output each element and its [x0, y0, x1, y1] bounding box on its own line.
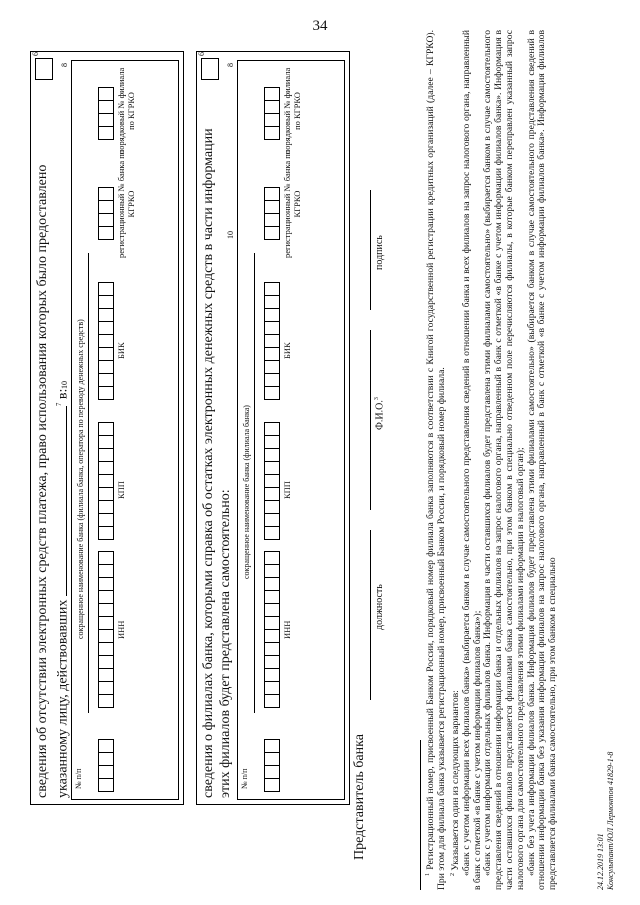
reg-label: регистрационный № банка по КГРКО — [282, 149, 302, 259]
signature-caption: подпись — [374, 235, 385, 270]
kpp-cells[interactable] — [264, 422, 280, 539]
position-caption: должность — [374, 584, 385, 630]
inn-label: ИНН — [116, 620, 126, 639]
ord-cells[interactable] — [98, 87, 114, 139]
stamp-date: 24.12.2019 13:01 — [596, 833, 605, 890]
section-heading: сведения о филиалах банка, которыми справка об остатках электронных денежных средств в части информации этих филиалов будет представлена самостоятельно: — [201, 128, 233, 798]
num-cells[interactable] — [264, 739, 280, 791]
code-number: 6 — [31, 52, 40, 56]
fio-caption: Ф.И.О.$^3$ — [374, 397, 386, 430]
section-heading: сведения об отсутствии электронных средств платежа, право использования которых было предоставлено указанному лицу, действовавших $^7$ в: — [35, 164, 71, 798]
footnotes — [420, 30, 559, 890]
kpp-cells[interactable] — [98, 422, 114, 539]
name-underline — [254, 253, 255, 713]
inn-label: ИНН — [282, 620, 292, 639]
document-stamp — [596, 690, 616, 890]
n8-label: 8 — [60, 63, 69, 67]
signature-title: Представитель банка — [352, 734, 367, 860]
section-branches — [196, 45, 350, 805]
reg-cells[interactable] — [98, 187, 114, 239]
col-num-label: № п/п — [240, 768, 249, 789]
fio-line[interactable] — [370, 330, 371, 510]
ord-label: порядковый № филиала по КГРКО — [116, 67, 136, 155]
n10-label: 10 — [226, 231, 235, 239]
stamp-doc: Консультант/ЮЛ Лермонтов 41829-1-8 — [606, 751, 615, 890]
branch-table — [226, 60, 345, 800]
section-frame — [196, 51, 350, 805]
inn-cells[interactable] — [264, 551, 280, 707]
ord-cells[interactable] — [264, 87, 280, 139]
bik-label: БИК — [116, 342, 126, 359]
name-underline — [88, 253, 89, 713]
bik-cells[interactable] — [98, 282, 114, 399]
kpp-label: КПП — [282, 481, 292, 499]
inn-cells[interactable] — [98, 551, 114, 707]
bik-label: БИК — [282, 342, 292, 359]
bik-cells[interactable] — [264, 282, 280, 399]
position-line[interactable] — [370, 530, 371, 700]
reg-cells[interactable] — [264, 187, 280, 239]
code-checkbox[interactable] — [35, 58, 53, 80]
code-number: 6 — [197, 52, 206, 56]
footnote-2-option-a: «банк с учетом информации всех филиалов банка» (выбирается банком в случае самостоятельного представления сведений в отношении банка и всех филиалов на запрос налогового органа, направленный в банк с отметкой «в банке с учетом информации филиалов банка»); — [460, 30, 483, 890]
signature-line[interactable] — [370, 190, 371, 310]
footnote-rule — [420, 740, 421, 890]
code-checkbox[interactable] — [201, 58, 219, 80]
col-name-label: сокращенное наименование банка (филиала банка, оператора по переводу денежных средств) — [76, 319, 85, 639]
footnote-1: $^1$ Регистрационный номер, присвоенный Банком России, порядковый номер филиала банка заполняются в соответствии с Книгой государственной регистрации кредитных организаций (далее – КГРКО). При этом для филиала банка указывается регистрационный номер, присвоенный Банком России, и порядковый номер филиала. — [425, 30, 447, 890]
col-num-label: № п/п — [74, 768, 83, 789]
footnote-2-option-c: «банк без учета информации филиалов банка. Информация филиалов будет представлена этими филиалами самостоятельно» (выбирается банком в случае самостоятельного представления сведений в отношении информации банка без указания информации филиалов на запрос налогового органа, направленный в банк с отметкой «в банке с учетом информации филиалов банка». Информация филиалов представляется филиалами банка самостоятельно, при этом банком в специально — [525, 30, 559, 890]
page-number: 34 — [312, 18, 328, 34]
section-electronic-payment-means — [30, 45, 184, 805]
n10-label: 10 — [60, 381, 69, 389]
n8-label: 8 — [226, 63, 235, 67]
footnote-2-option-b: «банк с учетом информации отдельных филиалов банка. Информация в части оставшихся филиалов будет представлена этими филиалами самостоятельно» (выбирается банком в случае самостоятельного представления сведений в отношении информации банка и отдельных филиалов на запрос налогового органа, направленный в банк с отметкой «в банке с учетом информации филиалов банка». Информация в части оставшихся филиалов представляется филиалами банка самостоятельно, при этом банком в специально отведенном поле перечисляются филиалы, в которые банком переправлен указанный запрос налогового органа для самостоятельного представления этими филиалами информации в налоговый орган); — [482, 30, 526, 890]
num-cells[interactable] — [98, 739, 114, 791]
bank-table — [60, 60, 179, 800]
reg-label: регистрационный № банка по КГРКО — [116, 149, 136, 259]
kpp-label: КПП — [116, 481, 126, 499]
footnote-2: $^2$ Указывается один из следующих вариантов: — [449, 690, 461, 876]
section-frame — [30, 51, 184, 805]
ord-label: порядковый № филиала по КГРКО — [282, 67, 302, 155]
col-name-label: сокращенное наименование банка (филиала банка) — [242, 405, 251, 579]
